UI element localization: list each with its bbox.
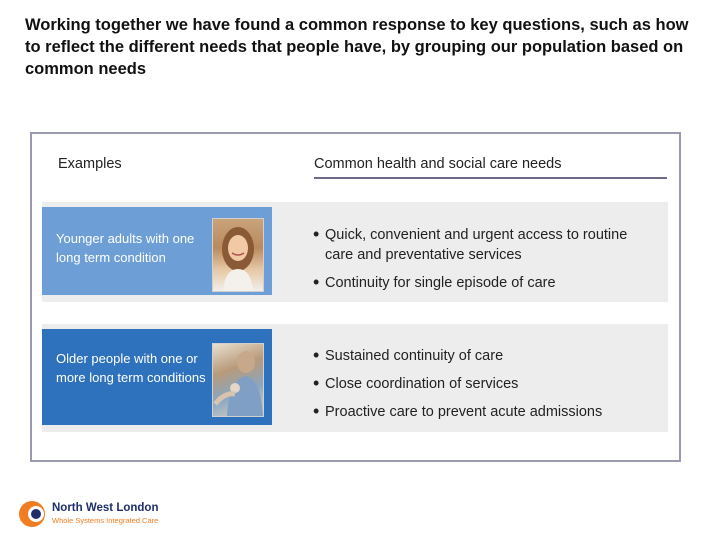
need-item: • Quick, convenient and urgent access to routine care and preventative services — [313, 225, 643, 265]
needs-table-panel — [30, 132, 681, 462]
elderly-patient-photo — [212, 343, 264, 417]
row-label-text: Older people with one or more long term conditions — [56, 351, 206, 385]
nwl-logo — [17, 496, 187, 532]
slide-title: Working together we have found a common response to key questions, such as how to reflect the different needs that people have, by grouping our population based on common needs — [25, 16, 689, 78]
logo-subtitle: Whole Systems Integrated Care — [52, 516, 159, 525]
row-label-text: Younger adults with one long term condition — [56, 231, 195, 265]
need-item: • Proactive care to prevent acute admissions — [313, 402, 653, 422]
logo-mark-icon — [17, 499, 47, 529]
header-underline — [314, 177, 667, 179]
need-item: • Sustained continuity of care — [313, 346, 653, 366]
needs-list-younger-adults — [313, 225, 643, 301]
needs-list-older-people — [313, 346, 653, 430]
need-item: • Close coordination of services — [313, 374, 653, 394]
header-examples: Examples — [58, 156, 122, 172]
smiling-woman-photo — [212, 218, 264, 292]
need-item: • Continuity for single episode of care — [313, 273, 643, 293]
header-common-needs: Common health and social care needs — [314, 156, 562, 172]
logo-name: North West London — [52, 502, 159, 514]
